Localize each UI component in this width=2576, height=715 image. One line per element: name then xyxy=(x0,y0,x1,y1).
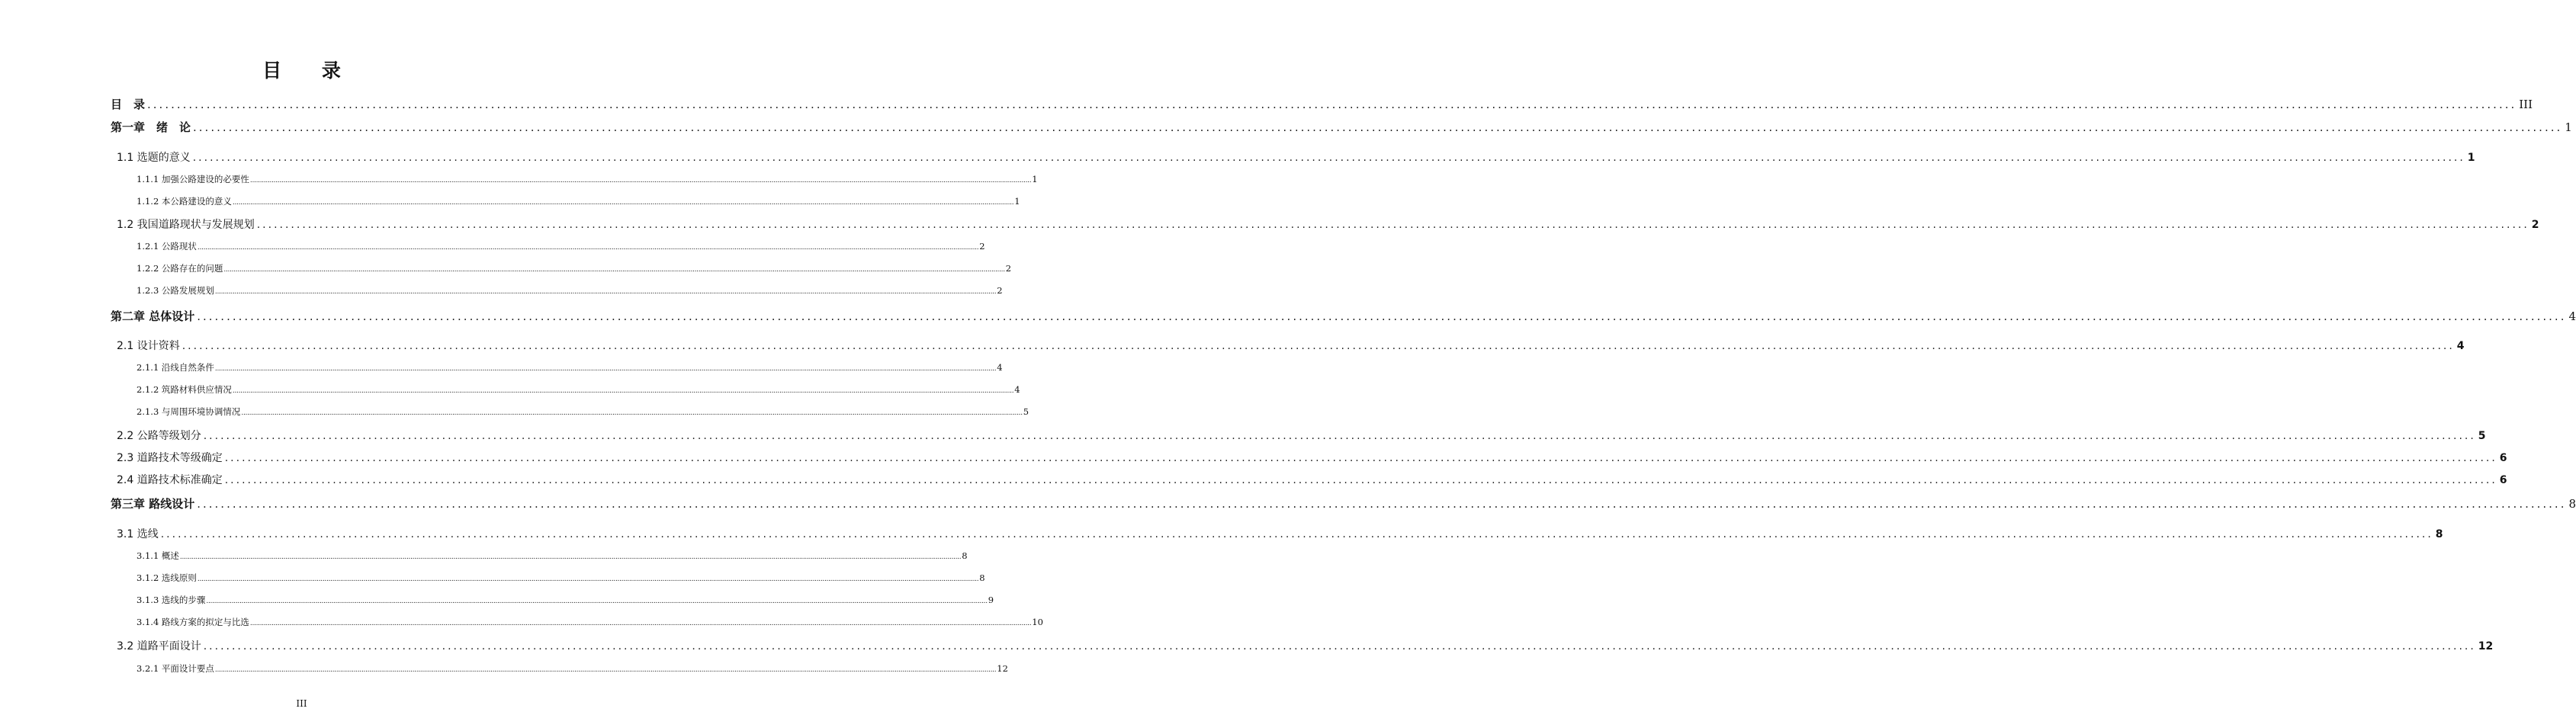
toc-entry-page: 2 xyxy=(997,285,1003,296)
toc-entry-page: 5 xyxy=(2478,430,2486,442)
toc-entry-label: 1.1 选题的意义 xyxy=(117,152,191,164)
toc-entry-page: 12 xyxy=(997,663,1008,674)
toc-entry-page: 12 xyxy=(2478,640,2494,652)
toc-entry[interactable] xyxy=(117,216,2539,232)
toc-entry-label: 3.1.4 路线方案的拟定与比选 xyxy=(137,617,249,627)
toc-entry-page: 6 xyxy=(2499,452,2507,464)
toc-entry-page: 1 xyxy=(1032,174,1038,184)
toc-entry[interactable] xyxy=(111,119,2572,136)
toc-entry[interactable] xyxy=(111,495,2576,512)
toc-entry-label: 3.1.3 选线的步骤 xyxy=(137,595,206,605)
toc-entry[interactable] xyxy=(137,195,1020,209)
toc-entry-label: 3.2 道路平面设计 xyxy=(117,640,201,652)
toc-entry-label: 第二章 总体设计 xyxy=(111,309,195,323)
toc-entry-label: 2.1 设计资料 xyxy=(117,340,180,352)
toc-entry-page: 8 xyxy=(2568,497,2576,511)
toc-entry[interactable] xyxy=(111,308,2576,325)
toc-entry[interactable] xyxy=(137,550,968,563)
footer-page-number: III xyxy=(296,698,307,709)
toc-entry[interactable] xyxy=(111,96,2533,113)
toc-entry[interactable] xyxy=(137,406,1029,419)
toc-entry-label: 2.2 公路等级划分 xyxy=(117,430,201,442)
toc-entry-page: III xyxy=(2519,98,2533,111)
dot-leader: ................................................................................................................................................................................................................................................................................................................................................................................................................ xyxy=(232,199,1014,207)
toc-entry[interactable] xyxy=(137,361,1003,375)
toc-entry-page: 1 xyxy=(1014,196,1020,207)
toc-entry-label: 2.1.1 沿线自然条件 xyxy=(137,362,214,373)
toc-entry-label: 1.2.1 公路现状 xyxy=(137,241,197,252)
toc-entry[interactable] xyxy=(137,572,985,585)
dot-leader: ................................................................................................................................................................................................................................................................................................................................................................................................................ xyxy=(249,620,1032,627)
toc-entry-page: 4 xyxy=(997,362,1003,373)
toc-entry-page: 6 xyxy=(2499,474,2507,486)
toc-entry-label: 1.2.2 公路存在的问题 xyxy=(137,263,223,274)
toc-entry[interactable] xyxy=(117,450,2507,466)
toc-entry-label: 第三章 路线设计 xyxy=(111,497,195,511)
toc-entry-label: 2.1.2 筑路材料供应情况 xyxy=(137,384,232,395)
toc-entry-page: 4 xyxy=(2456,340,2465,352)
page-title: 目 录 xyxy=(262,59,358,82)
toc-entry-page: 10 xyxy=(1032,617,1043,627)
dot-leader: ................................................................................................................................................................................................................................................................................................................................................................................................................ xyxy=(181,340,2455,352)
toc-entry-label: 3.1.2 选线原则 xyxy=(137,572,197,583)
dot-leader: ................................................................................................................................................................................................................................................................................................................................................................................................................ xyxy=(241,409,1023,417)
toc-entry-page: 1 xyxy=(2565,120,2572,134)
toc-entry-page: 2 xyxy=(1005,263,1012,274)
toc-entry[interactable] xyxy=(137,240,985,254)
dot-leader: ................................................................................................................................................................................................................................................................................................................................................................................................................ xyxy=(160,528,2433,540)
dot-leader: ................................................................................................................................................................................................................................................................................................................................................................................................................ xyxy=(147,98,2517,111)
dot-leader: ................................................................................................................................................................................................................................................................................................................................................................................................................ xyxy=(224,452,2497,464)
toc-entry-label: 1.2.3 公路发展规划 xyxy=(137,285,214,296)
toc-entry-label: 3.2.1 平面设计要点 xyxy=(137,663,214,674)
toc-entry[interactable] xyxy=(117,428,2486,444)
toc-entry[interactable] xyxy=(137,284,1003,298)
dot-leader: ................................................................................................................................................................................................................................................................................................................................................................................................................ xyxy=(224,474,2497,486)
toc-entry-page: 9 xyxy=(988,595,994,605)
toc-entry-label: 1.1.1 加强公路建设的必要性 xyxy=(137,174,249,184)
dot-leader: ................................................................................................................................................................................................................................................................................................................................................................................................................ xyxy=(206,598,988,605)
toc-entry-label: 3.1.1 概述 xyxy=(137,550,179,561)
dot-leader: ................................................................................................................................................................................................................................................................................................................................................................................................................ xyxy=(179,553,962,561)
dot-leader: ................................................................................................................................................................................................................................................................................................................................................................................................................ xyxy=(197,497,2567,511)
toc-entry-page: 8 xyxy=(962,550,968,561)
toc-entry-label: 2.1.3 与周围环境协调情况 xyxy=(137,406,241,417)
dot-leader: ................................................................................................................................................................................................................................................................................................................................................................................................................ xyxy=(197,244,979,252)
dot-leader: ................................................................................................................................................................................................................................................................................................................................................................................................................ xyxy=(193,120,2563,134)
toc-entry-label: 1.2 我国道路现状与发展规划 xyxy=(117,219,255,231)
dot-leader: ................................................................................................................................................................................................................................................................................................................................................................................................................ xyxy=(197,309,2567,323)
toc-entry-label: 2.3 道路技术等级确定 xyxy=(117,452,223,464)
toc-entry-label: 1.1.2 本公路建设的意义 xyxy=(137,196,232,207)
toc-entry-page: 5 xyxy=(1023,406,1029,417)
toc-entry[interactable] xyxy=(117,526,2443,542)
toc-entry[interactable] xyxy=(117,149,2475,165)
toc-entry[interactable] xyxy=(137,594,994,608)
toc-entry-page: 4 xyxy=(2568,309,2576,323)
toc-entry[interactable] xyxy=(137,173,1038,187)
toc-entry-page: 1 xyxy=(2467,152,2475,164)
dot-leader: ................................................................................................................................................................................................................................................................................................................................................................................................................ xyxy=(214,666,997,674)
toc-entry[interactable] xyxy=(117,638,2494,654)
dot-leader: ................................................................................................................................................................................................................................................................................................................................................................................................................ xyxy=(203,430,2476,442)
toc-entry-label: 第一章 绪 论 xyxy=(111,120,191,134)
dot-leader: ................................................................................................................................................................................................................................................................................................................................................................................................................ xyxy=(214,365,997,373)
toc-entry-page: 8 xyxy=(979,572,985,583)
dot-leader: ................................................................................................................................................................................................................................................................................................................................................................................................................ xyxy=(223,266,1005,274)
toc-entry-page: 8 xyxy=(2435,528,2443,540)
dot-leader: ................................................................................................................................................................................................................................................................................................................................................................................................................ xyxy=(249,177,1032,184)
toc-entry[interactable] xyxy=(117,472,2507,488)
dot-leader: ................................................................................................................................................................................................................................................................................................................................................................................................................ xyxy=(256,219,2529,231)
toc-entry-page: 4 xyxy=(1014,384,1020,395)
dot-leader: ................................................................................................................................................................................................................................................................................................................................................................................................................ xyxy=(192,152,2465,164)
toc-entry-label: 2.4 道路技术标准确定 xyxy=(117,474,223,486)
toc-entry-page: 2 xyxy=(2531,219,2539,231)
toc-entry-label: 目 录 xyxy=(111,98,146,111)
toc-entry[interactable] xyxy=(137,662,1008,676)
toc-entry[interactable] xyxy=(137,616,1043,630)
dot-leader: ................................................................................................................................................................................................................................................................................................................................................................................................................ xyxy=(214,288,997,296)
toc-entry[interactable] xyxy=(137,262,1012,276)
toc-entry[interactable] xyxy=(137,383,1020,397)
dot-leader: ................................................................................................................................................................................................................................................................................................................................................................................................................ xyxy=(232,387,1014,395)
toc-entry-label: 3.1 选线 xyxy=(117,528,159,540)
dot-leader: ................................................................................................................................................................................................................................................................................................................................................................................................................ xyxy=(197,576,979,583)
toc-entry-page: 2 xyxy=(979,241,985,252)
toc-entry[interactable] xyxy=(117,338,2465,354)
dot-leader: ................................................................................................................................................................................................................................................................................................................................................................................................................ xyxy=(203,640,2476,652)
